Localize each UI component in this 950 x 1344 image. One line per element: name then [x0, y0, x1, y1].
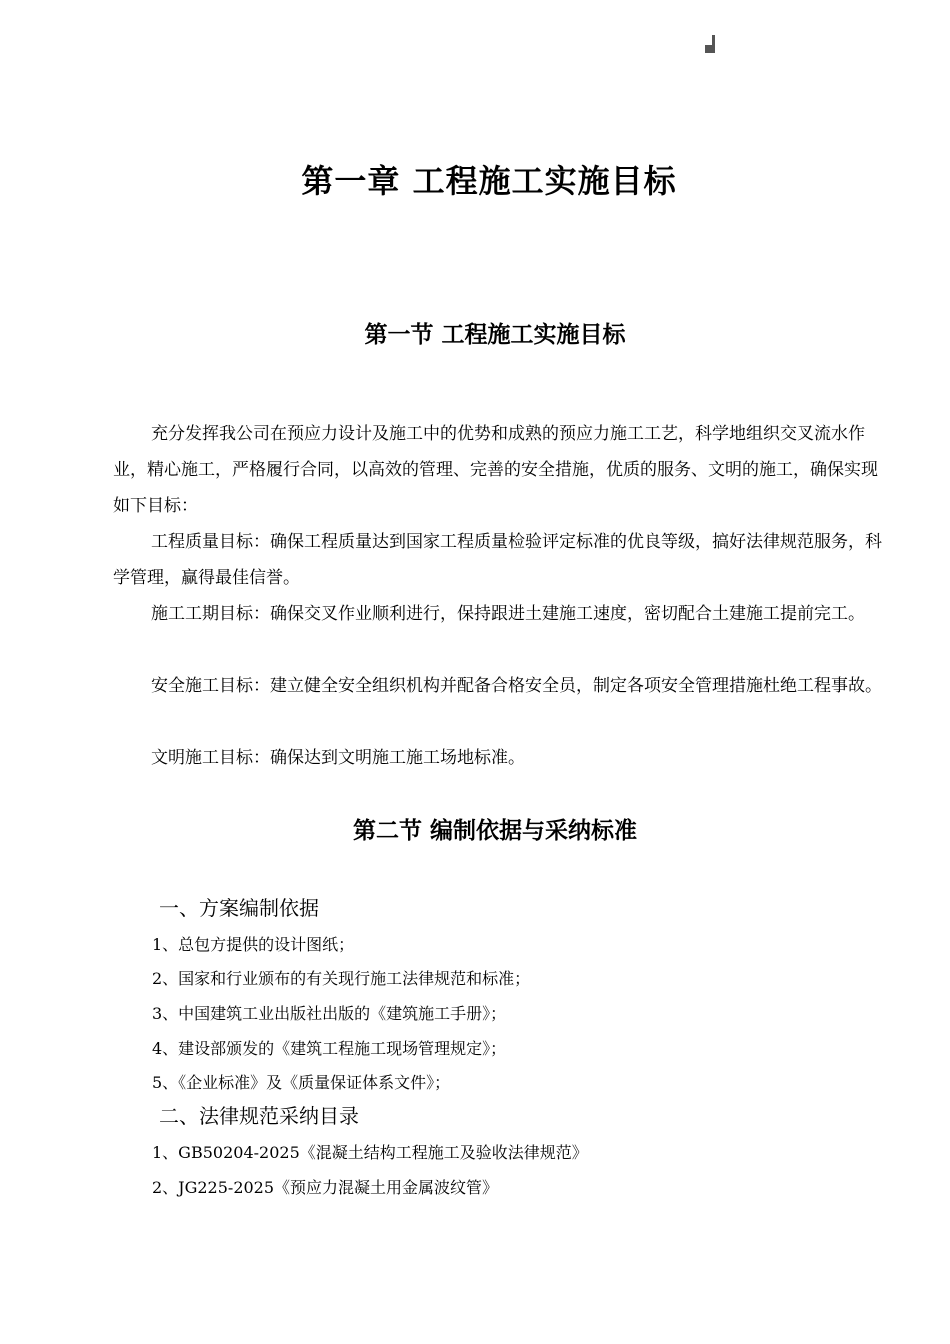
regulations-heading: 二、法律规范采纳目录 [159, 1104, 359, 1128]
basis-list-item: 3、中国建筑工业出版社出版的《建筑施工手册》； [152, 1004, 507, 1023]
regulation-list-item: 1、GB50204-2025《混凝土结构工程施工及验收法律规范》 [152, 1143, 588, 1162]
corner-mark-icon [705, 35, 717, 53]
paragraph-quality-goal: 工程质量目标：确保工程质量达到国家工程质量检验评定标准的优良等级，搞好法律规范服务，科学管理，赢得最佳信誉。 [113, 532, 882, 588]
regulation-list-item: 2、JG225-2025《预应力混凝土用金属波纹管》 [152, 1178, 499, 1197]
paragraph-schedule-goal: 施工工期目标：确保交叉作业顺利进行，保持跟进土建施工速度，密切配合土建施工提前完工。 [151, 604, 865, 624]
section-title-2: 第二节 编制依据与采纳标准 [352, 818, 637, 844]
corner-mark-horizontal [705, 45, 715, 53]
basis-list-item: 4、建设部颁发的《建筑工程施工现场管理规定》； [152, 1039, 507, 1058]
paragraph-civilized-goal: 文明施工目标：确保达到文明施工施工场地标准。 [151, 748, 525, 768]
basis-list-item: 5、《企业标准》及《质量保证体系文件》； [152, 1073, 451, 1092]
basis-heading: 一、方案编制依据 [159, 896, 319, 920]
basis-list-item: 1、总包方提供的设计图纸； [152, 935, 355, 954]
section-title-1: 第一节 工程施工实施目标 [364, 322, 626, 348]
paragraph-intro: 充分发挥我公司在预应力设计及施工中的优势和成熟的预应力施工工艺，科学地组织交叉流水作业，精心施工，严格履行合同，以高效的管理、完善的安全措施，优质的服务、文明的施工，确保实现如下目标： [113, 424, 878, 516]
basis-list-item: 2、国家和行业颁布的有关现行施工法律规范和标准； [152, 969, 531, 988]
chapter-title: 第一章 工程施工实施目标 [301, 162, 677, 200]
paragraph-safety-goal: 安全施工目标：建立健全安全组织机构并配备合格安全员，制定各项安全管理措施杜绝工程事故。 [151, 676, 882, 696]
